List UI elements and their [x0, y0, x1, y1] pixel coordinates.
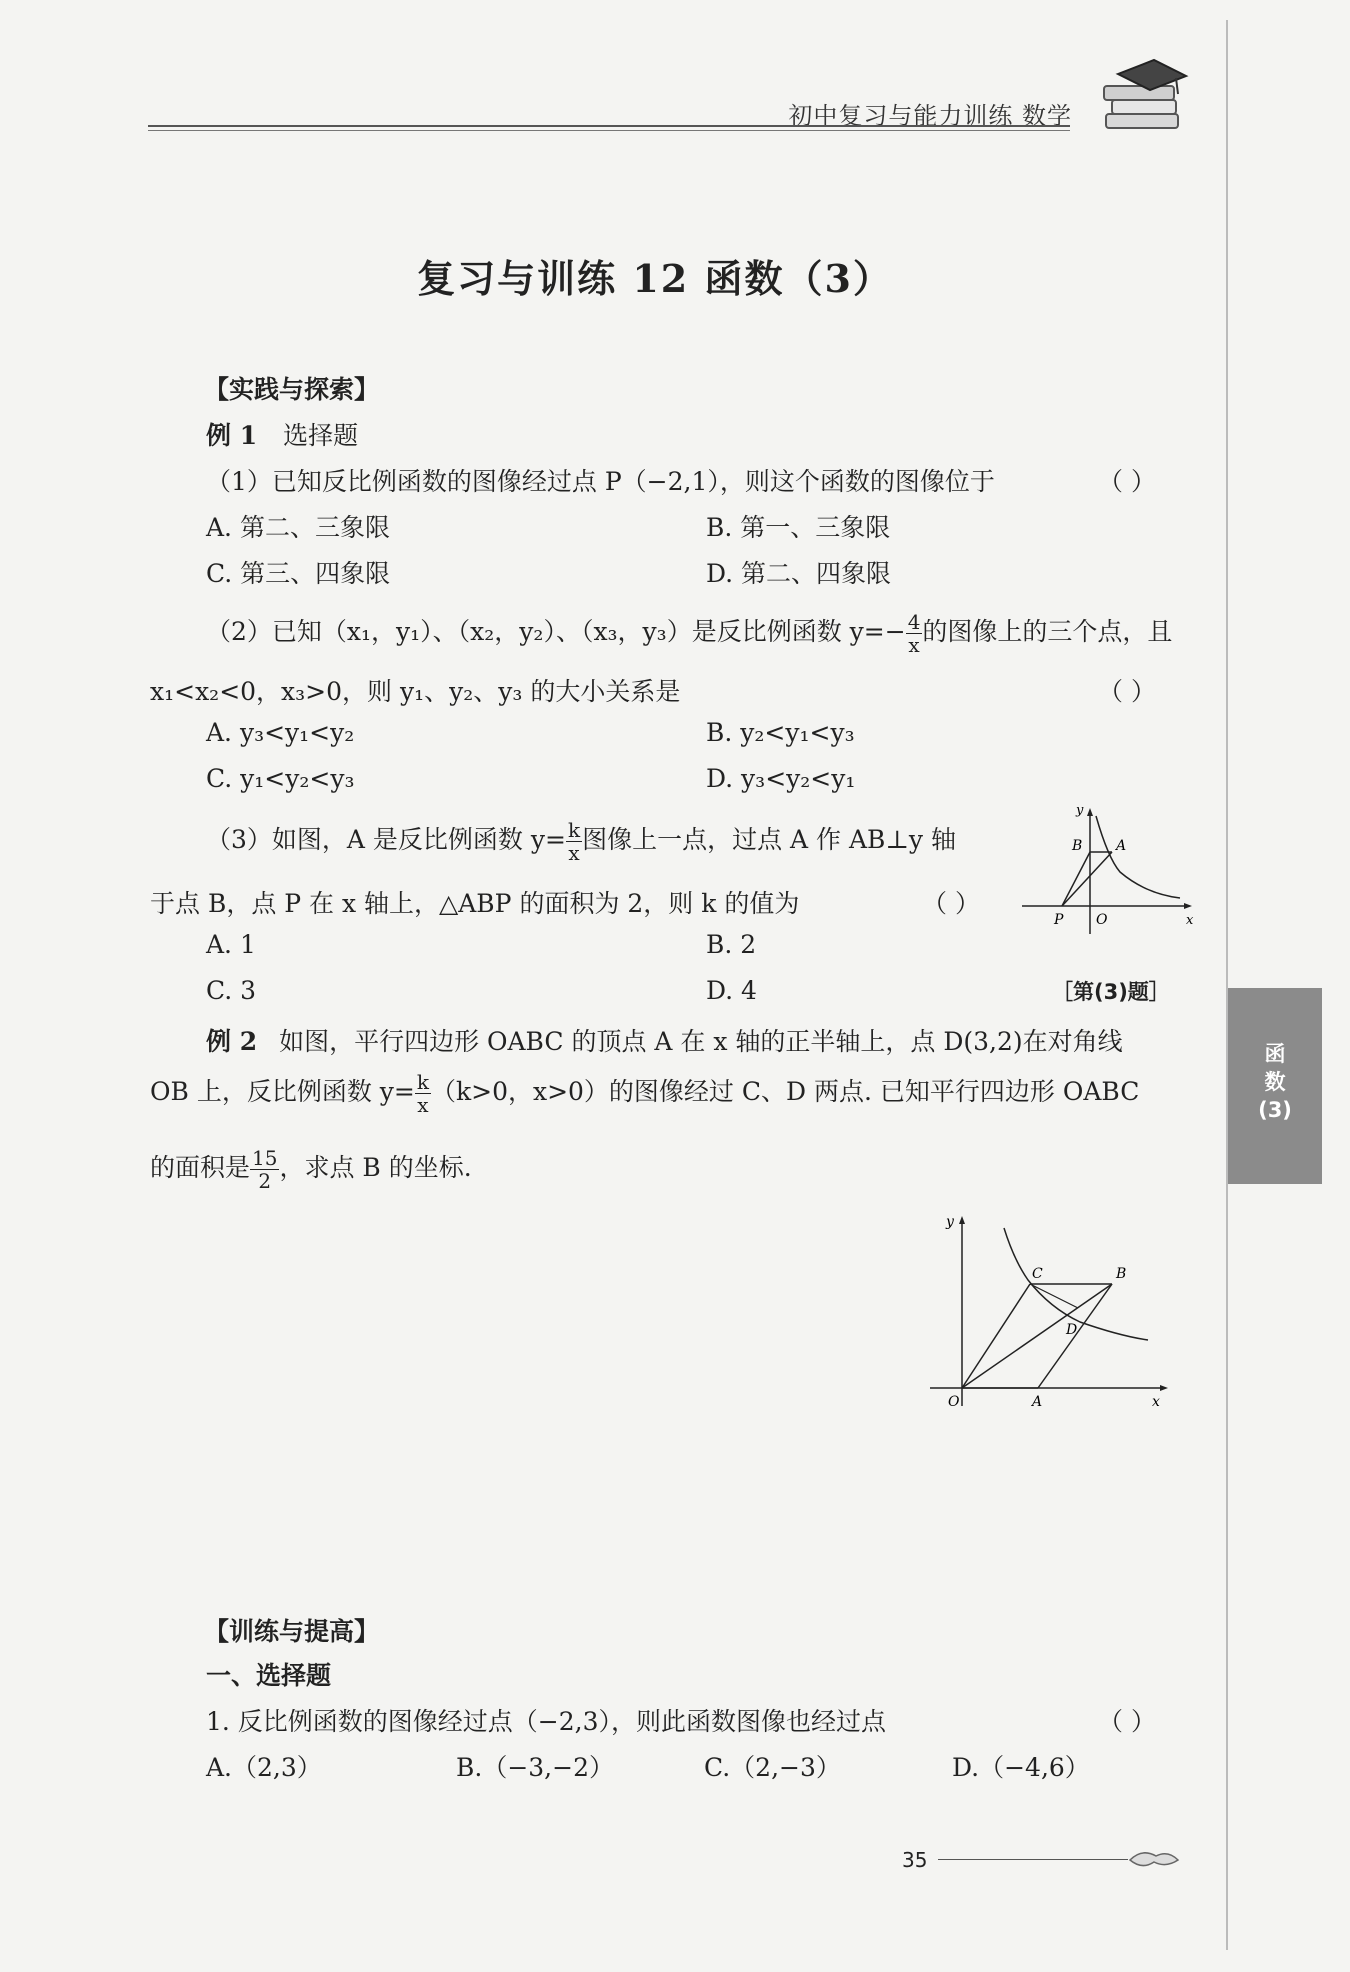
ex1-q2-fraction — [906, 611, 923, 656]
example2-line2 — [150, 1064, 1139, 1120]
ex1-q3-text-a: （3）如图，A 是反比例函数 y= — [206, 825, 566, 854]
q3-y-arrow — [1087, 808, 1093, 816]
q3-segment-pb — [1062, 852, 1090, 906]
ex1-q3-option-d: D. 4 — [706, 976, 757, 1005]
example1-heading — [206, 416, 358, 452]
section-heading-practice: 【实践与探索】 — [204, 375, 380, 404]
example2-text2b: （k>0，x>0）的图像经过 C、D 两点. 已知平行四边形 OABC — [430, 1077, 1140, 1106]
ex2-label-a: A — [1032, 1394, 1043, 1410]
ex1-q2-text-b: 的图像上的三个点，且 — [922, 617, 1173, 646]
ex1-q2-frac-den: x — [908, 633, 920, 657]
sec2-q1-option-a: A.（2,3） — [206, 1753, 322, 1782]
ex1-q2-option-d: D. y₃<y₂<y₁ — [706, 764, 856, 793]
q3-figure-caption: ［第(3)题］ — [1052, 980, 1170, 1004]
ex1-q1-option-a: A. 第二、三象限 — [206, 513, 390, 542]
ex1-q3-line1 — [206, 812, 956, 868]
example2-text2a: OB 上，反比例函数 y= — [150, 1077, 415, 1106]
sec2-q1-option-d: D.（−4,6） — [952, 1753, 1090, 1782]
ex1-q3-option-c: C. 3 — [206, 976, 257, 1005]
example2-label: 例 2 — [206, 1027, 258, 1056]
ex1-q3-line2: 于点 B，点 P 在 x 轴上，△ABP 的面积为 2，则 k 的值为 — [150, 889, 800, 918]
ex1-q2-option-b: B. y₂<y₁<y₃ — [706, 718, 855, 747]
ex1-q1-answer-paren: （ ） — [1098, 467, 1156, 496]
q3-label-b: B — [1072, 838, 1083, 854]
q3-figure — [1016, 803, 1194, 940]
q3-label-x: x — [1186, 913, 1194, 928]
q3-hyperbola — [1096, 816, 1180, 898]
example1-label: 例 1 — [206, 421, 258, 450]
ex2-diagonal-ob — [962, 1284, 1112, 1388]
example2-fraction — [415, 1071, 431, 1116]
example2-line3 — [150, 1140, 472, 1196]
ex1-q2-option-a: A. y₃<y₁<y₂ — [206, 718, 355, 747]
section2-subheading: 一、选择题 — [206, 1661, 332, 1690]
ex1-q3-text-b: 图像上一点，过点 A 作 AB⊥y 轴 — [582, 825, 956, 854]
header-rule-thin — [148, 130, 1070, 131]
footer-rule — [938, 1859, 1128, 1860]
header-rule — [148, 125, 1070, 127]
q3-label-a: A — [1116, 838, 1127, 854]
ex1-q1-text: （1）已知反比例函数的图像经过点 P（−2,1），则这个函数的图像位于 — [206, 467, 995, 496]
ex1-q3-option-b: B. 2 — [706, 930, 757, 959]
ex1-q3-answer-paren: （ ） — [922, 889, 980, 918]
ex2-label-o: O — [948, 1394, 960, 1410]
example1-subtitle: 选择题 — [283, 421, 359, 450]
example2-frac-den: x — [417, 1093, 429, 1117]
example2-area-fraction — [250, 1147, 279, 1192]
ex1-q1-option-c: C. 第三、四象限 — [206, 559, 391, 588]
ex1-q2-option-c: C. y₁<y₂<y₃ — [206, 764, 355, 793]
books-icon — [1098, 58, 1190, 144]
sec2-q1-option-b: B.（−3,−2） — [456, 1753, 614, 1782]
example2-text1: 如图，平行四边形 OABC 的顶点 A 在 x 轴的正半轴上，点 D(3,2)在对角线 — [279, 1027, 1123, 1056]
q3-label-p: P — [1054, 912, 1064, 928]
ex2-label-x: x — [1152, 1394, 1160, 1410]
example2-frac-num: k — [416, 1070, 429, 1094]
ex1-q3-option-a: A. 1 — [206, 930, 256, 959]
side-tab-line2: 数 — [1264, 1070, 1286, 1094]
ex1-q2-text-a: （2）已知（x₁，y₁）、（x₂，y₂）、（x₃，y₃）是反比例函数 y=− — [206, 617, 906, 646]
ex1-q2-answer-paren: （ ） — [1098, 677, 1156, 706]
footer-ornament-icon — [1128, 1846, 1180, 1876]
ex2-label-c: C — [1032, 1266, 1043, 1282]
q3-x-arrow — [1184, 903, 1192, 909]
example2-area-den: 2 — [258, 1169, 272, 1193]
side-tab-line1: 函 — [1264, 1042, 1286, 1066]
ex2-label-y: y — [946, 1214, 954, 1230]
header-title: 初中复习与能力训练 数学 — [788, 102, 1072, 130]
page-edge-line — [1226, 20, 1228, 1950]
ex1-q1-option-d: D. 第二、四象限 — [706, 559, 892, 588]
q3-label-y: y — [1076, 803, 1084, 818]
ex1-q2-frac-num: 4 — [907, 610, 921, 634]
example2-text3b: ，求点 B 的坐标. — [279, 1153, 472, 1182]
chapter-side-tab — [1228, 988, 1322, 1184]
example2-text3a: 的面积是 — [150, 1153, 251, 1182]
sec2-q1-option-c: C.（2,−3） — [704, 1753, 841, 1782]
ex2-label-b: B — [1116, 1266, 1127, 1282]
ex2-side-co — [962, 1284, 1030, 1388]
ex1-q3-frac-num: k — [567, 818, 581, 842]
example2-figure — [920, 1210, 1170, 1414]
ex1-q2-line1 — [206, 604, 1172, 660]
page-number: 35 — [902, 1848, 928, 1872]
ex2-label-d: D — [1066, 1322, 1078, 1338]
ex2-x-arrow — [1160, 1385, 1168, 1391]
ex2-y-arrow — [959, 1216, 965, 1224]
example2-line1 — [206, 1022, 1123, 1058]
ex1-q3-frac-den: x — [568, 841, 580, 865]
sec2-q1-text: 1. 反比例函数的图像经过点（−2,3），则此函数图像也经过点 — [206, 1707, 887, 1736]
page-title: 复习与训练 12 函数（3） — [417, 256, 893, 301]
ex1-q3-fraction — [566, 819, 582, 864]
ex1-q1-option-b: B. 第一、三象限 — [706, 513, 891, 542]
ex1-q2-line2: x₁<x₂<0，x₃>0，则 y₁、y₂、y₃ 的大小关系是 — [150, 677, 681, 706]
example2-area-num: 15 — [252, 1146, 278, 1170]
ex2-segment-cd — [1030, 1284, 1078, 1308]
section-heading-training: 【训练与提高】 — [204, 1617, 380, 1646]
side-tab-line3: (3) — [1258, 1098, 1292, 1122]
q3-label-o: O — [1096, 912, 1108, 928]
sec2-q1-answer-paren: （ ） — [1098, 1707, 1156, 1736]
q3-segment-pa — [1062, 852, 1112, 906]
